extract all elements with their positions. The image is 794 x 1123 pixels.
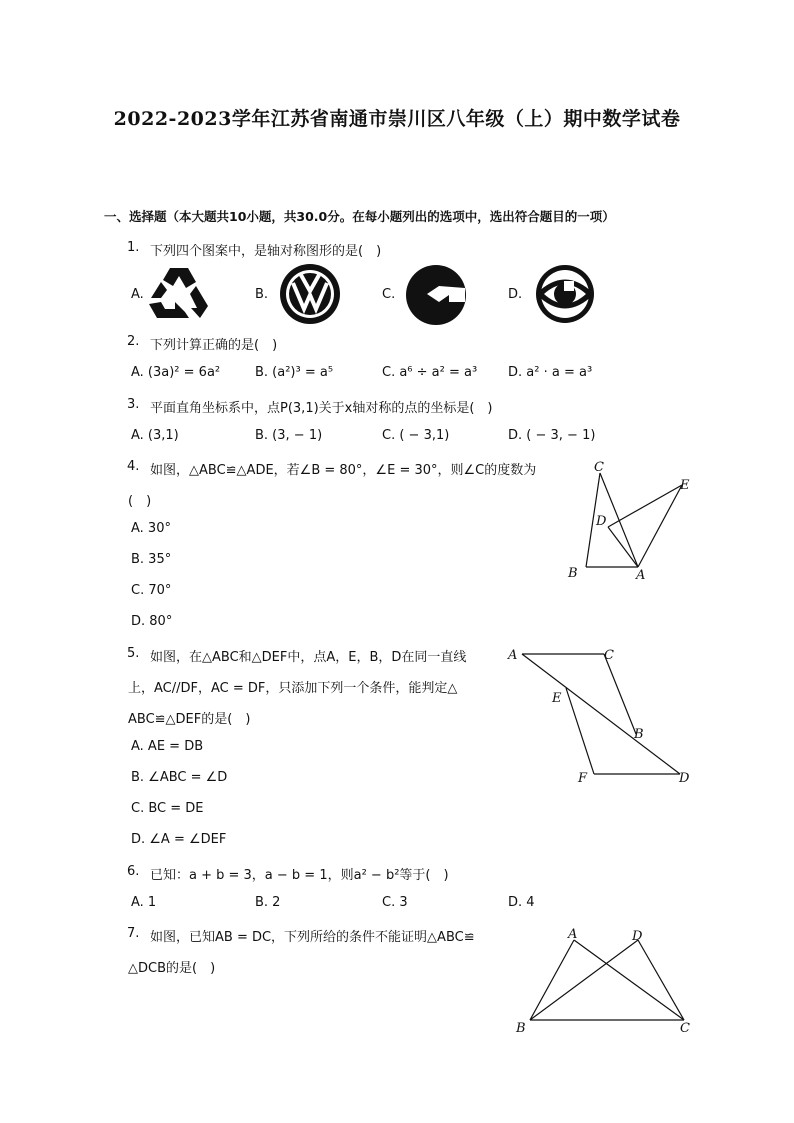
question-1-number: 1.	[127, 240, 140, 255]
q7-figure	[508, 922, 698, 1044]
q7-point-d: D	[632, 929, 643, 944]
recycle-logo-icon	[145, 264, 213, 326]
bank-logo-icon	[405, 264, 467, 330]
question-7-text-line1: 如图，已知AB = DC，下列所给的条件不能证明△ABC≌	[150, 930, 475, 945]
eye-logo-icon	[530, 263, 600, 329]
q6-option-b: B. 2	[255, 895, 281, 910]
q6-option-a: A. 1	[131, 895, 157, 910]
q5-point-d: D	[679, 771, 690, 786]
question-4-text-line1: 如图，△ABC≌△ADE，若∠B = 80°，∠E = 30°，则∠C的度数为	[150, 463, 537, 478]
q4-option-c: C. 70°	[131, 583, 172, 598]
q7-point-b: B	[516, 1021, 526, 1036]
q5-point-f: F	[578, 771, 588, 786]
q4-point-e: E	[680, 478, 690, 493]
q5-option-b: B. ∠ABC = ∠D	[131, 770, 228, 785]
q3-option-c: C. ( − 3,1)	[382, 428, 450, 443]
q5-point-a: A	[508, 648, 518, 663]
question-4-number: 4.	[127, 459, 140, 474]
question-7-text-line2: △DCB的是( )	[128, 961, 216, 976]
question-4-text-line2: ( )	[128, 494, 152, 509]
vw-logo-icon	[277, 263, 343, 329]
q4-option-b: B. 35°	[131, 552, 172, 567]
question-1-text: 下列四个图案中，是轴对称图形的是( )	[150, 244, 382, 259]
q3-option-d: D. ( − 3, − 1)	[508, 428, 596, 443]
question-7-number: 7.	[127, 926, 140, 941]
question-6-number: 6.	[127, 864, 140, 879]
q3-option-b: B. (3, − 1)	[255, 428, 323, 443]
q1-option-a-label: A.	[131, 287, 144, 302]
q4-point-a: A	[636, 568, 646, 583]
question-2-number: 2.	[127, 334, 140, 349]
q7-point-a: A	[568, 927, 578, 942]
question-5-number: 5.	[127, 646, 140, 661]
page-title: 2022-2023学年江苏省南通市崇川区八年级（上）期中数学试卷	[113, 108, 681, 130]
q1-option-c-label: C.	[382, 287, 396, 302]
q4-figure	[560, 455, 700, 589]
question-2-text: 下列计算正确的是( )	[150, 338, 278, 353]
question-3-number: 3.	[127, 397, 140, 412]
question-3-text: 平面直角坐标系中，点P(3,1)关于x轴对称的点的坐标是( )	[150, 401, 493, 416]
question-5-text-line3: ABC≌△DEF的是( )	[128, 712, 251, 727]
q1-option-b-label: B.	[255, 287, 269, 302]
q5-point-b: B	[634, 727, 644, 742]
q4-option-a: A. 30°	[131, 521, 171, 536]
q3-option-a: A. (3,1)	[131, 428, 179, 443]
q7-point-c: C	[680, 1021, 690, 1036]
question-5-text-line1: 如图，在△ABC和△DEF中，点A，E，B，D在同一直线	[150, 650, 467, 665]
question-5-text-line2: 上，AC//DF，AC = DF，只添加下列一个条件，能判定△	[128, 681, 458, 696]
section-heading: 一、选择题（本大题共10小题，共30.0分。在每小题列出的选项中，选出符合题目的一项）	[104, 209, 615, 224]
q5-option-a: A. AE = DB	[131, 739, 204, 754]
q2-option-a: A. (3a)² = 6a²	[131, 365, 221, 380]
q1-option-d-label: D.	[508, 287, 523, 302]
q5-option-c: C. BC = DE	[131, 801, 204, 816]
q6-option-c: C. 3	[382, 895, 408, 910]
question-6-text: 已知：a + b = 3，a − b = 1，则a² − b²等于( )	[150, 868, 449, 883]
q2-option-b: B. (a²)³ = a⁵	[255, 365, 334, 380]
q4-option-d: D. 80°	[131, 614, 173, 629]
q2-option-d: D. a² · a = a³	[508, 365, 593, 380]
q4-point-b: B	[568, 566, 578, 581]
q5-point-c: C	[604, 648, 614, 663]
q6-option-d: D. 4	[508, 895, 535, 910]
q5-point-e: E	[552, 691, 562, 706]
q5-figure	[500, 642, 700, 796]
q4-point-c: C	[594, 460, 604, 475]
q4-point-d: D	[596, 514, 607, 529]
q5-option-d: D. ∠A = ∠DEF	[131, 832, 227, 847]
q2-option-c: C. a⁶ ÷ a² = a³	[382, 365, 478, 380]
